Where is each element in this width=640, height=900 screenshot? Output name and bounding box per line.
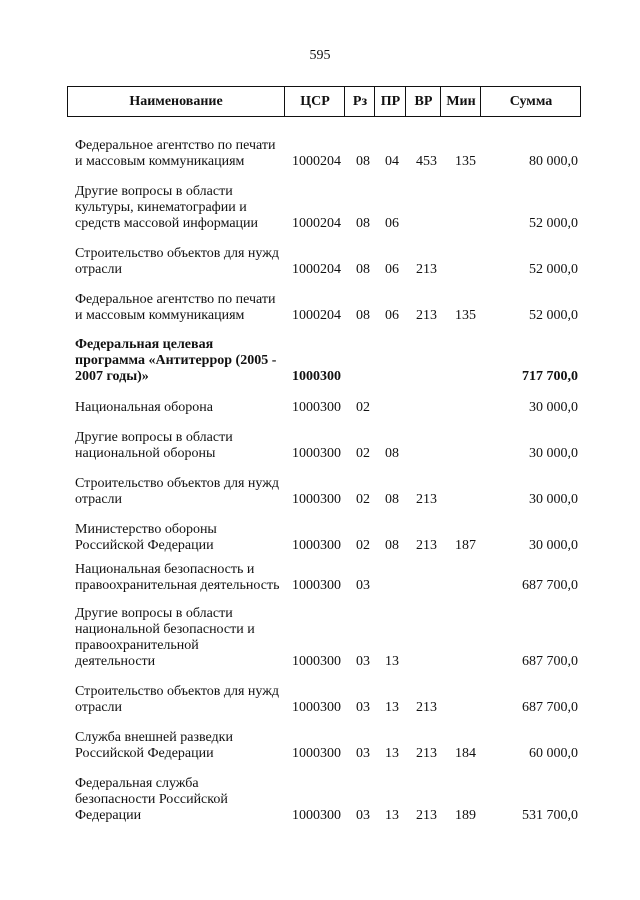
row-name-line: Национальная безопасность и (75, 562, 255, 577)
row-name-line: деятельности (75, 654, 156, 669)
cell-csr: 1000300 (292, 369, 341, 384)
row-name (75, 476, 290, 508)
cell-sum: 687 700,0 (522, 578, 578, 593)
row-name-line: отрасли (75, 262, 123, 277)
cell-vr: 213 (416, 308, 437, 323)
row-name-line: и массовым коммуникациям (75, 308, 245, 323)
row-name (75, 522, 290, 554)
cell-rz: 03 (356, 578, 370, 593)
cell-csr: 1000204 (292, 262, 341, 277)
row-name-line: отрасли (75, 700, 123, 715)
row-name-line: безопасности Российской (75, 792, 228, 807)
row-name (75, 184, 290, 232)
cell-rz: 02 (356, 400, 370, 415)
table-row (0, 522, 640, 554)
cell-min: 135 (455, 308, 476, 323)
cell-rz: 08 (356, 308, 370, 323)
cell-rz: 03 (356, 808, 370, 823)
cell-csr: 1000300 (292, 492, 341, 507)
row-name-line: средств массовой информации (75, 216, 259, 231)
row-name-line: правоохранительная деятельность (75, 578, 280, 593)
row-name (75, 246, 290, 278)
row-name-line: Строительство объектов для нужд (75, 246, 280, 261)
row-name-line: национальной обороны (75, 446, 216, 461)
row-name-line: Другие вопросы в области (75, 430, 233, 445)
cell-vr: 213 (416, 538, 437, 553)
cell-csr: 1000204 (292, 154, 341, 169)
row-name-line: Федеральная целевая (75, 337, 214, 352)
cell-sum: 687 700,0 (522, 700, 578, 715)
cell-sum: 30 000,0 (529, 538, 578, 553)
cell-csr: 1000300 (292, 538, 341, 553)
cell-csr: 1000300 (292, 400, 341, 415)
row-name-line: культуры, кинематографии и (75, 200, 247, 215)
header-sum: Сумма (480, 87, 581, 116)
table-row (0, 246, 640, 278)
cell-pr: 13 (385, 746, 399, 761)
cell-sum: 52 000,0 (529, 262, 578, 277)
cell-min: 135 (455, 154, 476, 169)
cell-pr: 04 (385, 154, 399, 169)
header-vr: ВР (405, 87, 441, 116)
row-name (75, 776, 290, 824)
header-pr: ПР (374, 87, 406, 116)
header-rz: Рз (344, 87, 375, 116)
cell-sum: 80 000,0 (529, 154, 578, 169)
row-name (75, 606, 290, 670)
row-name-line: Национальная оборона (75, 400, 213, 415)
row-name-line: Федеральное агентство по печати (75, 292, 276, 307)
cell-min: 184 (455, 746, 476, 761)
row-name-line: Федеральное агентство по печати (75, 138, 276, 153)
row-name-line: Строительство объектов для нужд (75, 684, 280, 699)
cell-rz: 03 (356, 654, 370, 669)
cell-vr: 213 (416, 700, 437, 715)
cell-vr: 213 (416, 746, 437, 761)
table-row (0, 430, 640, 462)
table-row (0, 562, 640, 594)
row-name-line: и массовым коммуникациям (75, 154, 245, 169)
table-row (0, 292, 640, 324)
row-name (75, 337, 290, 385)
cell-sum: 531 700,0 (522, 808, 578, 823)
row-name-line: Российской Федерации (75, 746, 214, 761)
row-name (75, 430, 290, 462)
cell-rz: 08 (356, 262, 370, 277)
cell-vr: 213 (416, 808, 437, 823)
table-row (0, 606, 640, 670)
table-header (67, 86, 581, 117)
cell-sum: 30 000,0 (529, 446, 578, 461)
row-name-line: Федеральная служба (75, 776, 199, 791)
header-csr: ЦСР (284, 87, 345, 116)
cell-sum: 687 700,0 (522, 654, 578, 669)
row-name (75, 684, 290, 716)
cell-csr: 1000300 (292, 746, 341, 761)
row-name (75, 562, 290, 594)
row-name (75, 400, 290, 416)
cell-sum: 60 000,0 (529, 746, 578, 761)
row-name-line: национальной безопасности и (75, 622, 255, 637)
cell-min: 187 (455, 538, 476, 553)
table-row (0, 684, 640, 716)
row-name-line: 2007 годы)» (75, 369, 149, 384)
table-row (0, 138, 640, 170)
cell-rz: 08 (356, 216, 370, 231)
cell-csr: 1000300 (292, 446, 341, 461)
cell-pr: 13 (385, 808, 399, 823)
row-name-line: программа «Антитеррор (2005 - (75, 353, 277, 368)
table-row (0, 337, 640, 385)
cell-rz: 03 (356, 700, 370, 715)
row-name-line: Федерации (75, 808, 142, 823)
table-row (0, 776, 640, 824)
table-row (0, 730, 640, 762)
cell-rz: 02 (356, 492, 370, 507)
cell-csr: 1000204 (292, 308, 341, 323)
header-name: Наименование (129, 94, 223, 109)
cell-pr: 06 (385, 308, 399, 323)
cell-min: 189 (455, 808, 476, 823)
cell-csr: 1000300 (292, 578, 341, 593)
cell-pr: 06 (385, 262, 399, 277)
row-name-line: Другие вопросы в области (75, 606, 233, 621)
cell-vr: 213 (416, 262, 437, 277)
cell-vr: 453 (416, 154, 437, 169)
cell-rz: 02 (356, 538, 370, 553)
cell-pr: 13 (385, 700, 399, 715)
cell-rz: 02 (356, 446, 370, 461)
cell-rz: 03 (356, 746, 370, 761)
table-row (0, 476, 640, 508)
cell-pr: 13 (385, 654, 399, 669)
table-row (0, 184, 640, 232)
cell-pr: 08 (385, 538, 399, 553)
row-name-line: Российской Федерации (75, 538, 214, 553)
row-name-line: Министерство обороны (75, 522, 217, 537)
cell-csr: 1000300 (292, 808, 341, 823)
row-name-line: правоохранительной (75, 638, 199, 653)
row-name (75, 730, 290, 762)
cell-csr: 1000300 (292, 700, 341, 715)
row-name-line: отрасли (75, 492, 123, 507)
cell-pr: 08 (385, 492, 399, 507)
page-number: 595 (309, 48, 331, 63)
row-name-line: Строительство объектов для нужд (75, 476, 280, 491)
table-row (0, 400, 640, 416)
cell-rz: 08 (356, 154, 370, 169)
cell-csr: 1000204 (292, 216, 341, 231)
cell-sum: 52 000,0 (529, 216, 578, 231)
row-name-line: Служба внешней разведки (75, 730, 233, 745)
cell-sum: 717 700,0 (522, 369, 578, 384)
cell-vr: 213 (416, 492, 437, 507)
row-name-line: Другие вопросы в области (75, 184, 233, 199)
header-min: Мин (440, 87, 481, 116)
cell-sum: 30 000,0 (529, 492, 578, 507)
row-name (75, 292, 290, 324)
cell-pr: 08 (385, 446, 399, 461)
cell-sum: 30 000,0 (529, 400, 578, 415)
row-name (75, 138, 290, 170)
cell-csr: 1000300 (292, 654, 341, 669)
cell-pr: 06 (385, 216, 399, 231)
cell-sum: 52 000,0 (529, 308, 578, 323)
